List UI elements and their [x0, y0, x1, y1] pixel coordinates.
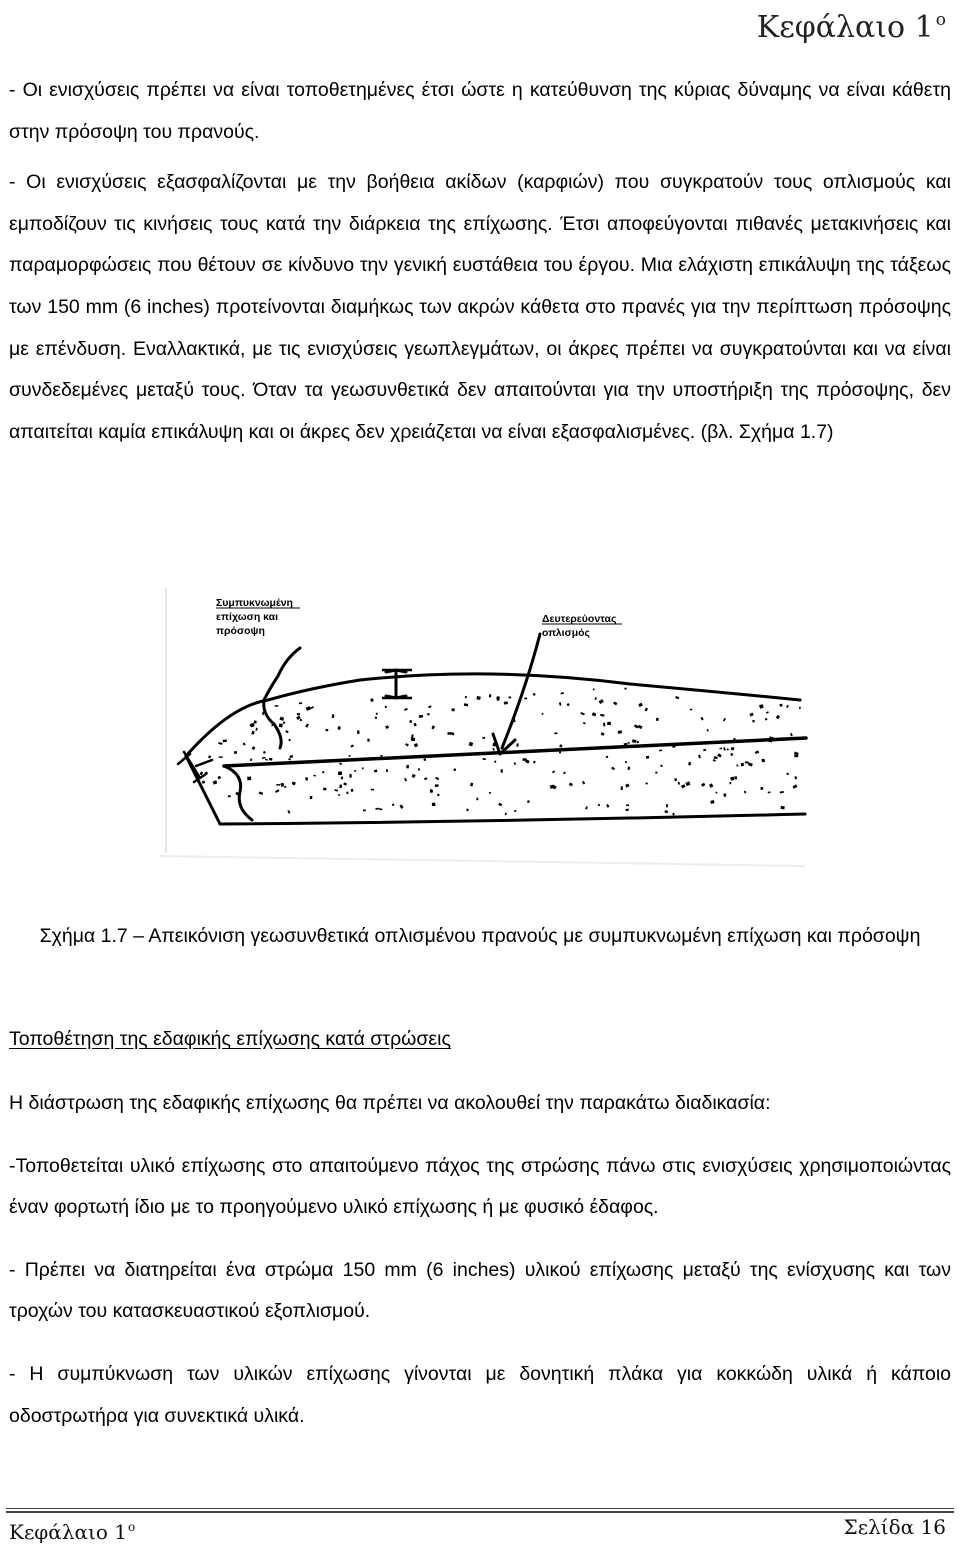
soil-speckle	[285, 730, 288, 733]
soil-speckle	[437, 794, 439, 796]
soil-speckle	[279, 723, 283, 727]
soil-speckle	[595, 697, 597, 700]
secondary-reinforcement-pointer	[502, 634, 540, 748]
soil-speckle	[514, 762, 516, 765]
soil-speckle	[768, 791, 771, 793]
soil-speckle	[470, 783, 473, 787]
soil-speckle	[501, 769, 503, 772]
soil-speckle	[350, 744, 354, 747]
soil-speckle	[379, 808, 382, 810]
soil-speckle	[325, 729, 328, 731]
soil-speckle	[776, 715, 780, 719]
soil-speckle	[218, 742, 222, 745]
soil-speckle	[339, 763, 342, 765]
soil-speckle	[280, 783, 284, 787]
soil-speckle	[349, 755, 351, 757]
soil-speckle	[719, 747, 722, 749]
soil-speckle	[666, 804, 668, 807]
header-chapter-superscript: ο	[935, 10, 946, 30]
soil-speckle	[659, 749, 662, 752]
soil-speckle	[603, 723, 605, 727]
soil-speckle	[761, 759, 765, 763]
soil-speckle	[567, 703, 570, 706]
soil-speckle	[713, 759, 716, 762]
soil-speckle	[376, 713, 378, 715]
figure-reinforced-slope	[160, 588, 810, 880]
soil-speckle	[385, 706, 387, 708]
soil-speckle	[703, 749, 706, 752]
soil-speckle	[606, 804, 609, 808]
soil-speckle	[701, 783, 705, 787]
soil-speckle	[626, 804, 629, 806]
soil-speckle	[625, 784, 629, 788]
soil-speckle	[374, 769, 377, 772]
paragraph-fill-clearance: - Πρέπει να διατηρείται ένα στρώμα 150 mm (6 inches) υλικού επίχωσης μεταξύ της ενίσχυσης και των τροχών του κατασκευαστικού εξοπλισμού.	[9, 1258, 951, 1323]
soil-speckle	[386, 769, 388, 772]
soil-speckle	[338, 726, 341, 730]
soil-speckle	[625, 809, 629, 812]
soil-speckle	[489, 694, 491, 697]
soil-speckle	[375, 808, 379, 810]
soil-speckle	[755, 750, 759, 754]
soil-speckle	[280, 717, 285, 721]
soil-speckle	[600, 714, 604, 717]
label-compacted-line3: πρόσοψη	[216, 625, 265, 637]
soil-speckle	[717, 753, 722, 757]
label-compacted-line1: Συμπυκνωμένη	[216, 597, 293, 609]
soil-speckle	[613, 702, 617, 706]
soil-speckle	[228, 795, 231, 797]
soil-speckle	[251, 731, 254, 735]
soil-speckle	[453, 768, 456, 771]
soil-speckle	[524, 698, 527, 700]
scan-edge-bottom	[160, 856, 805, 866]
soil-speckle	[492, 743, 496, 747]
soil-speckle	[731, 747, 735, 751]
soil-speckle	[346, 792, 348, 794]
soil-speckle	[343, 782, 347, 785]
soil-speckle	[681, 784, 686, 788]
soil-speckle	[723, 747, 725, 750]
soil-speckle	[533, 761, 536, 764]
soil-speckle	[288, 758, 291, 761]
soil-speckle	[305, 777, 308, 781]
soil-speckle	[749, 713, 753, 717]
soil-speckle	[362, 767, 364, 769]
soil-speckle	[404, 778, 407, 782]
soil-speckle	[412, 774, 416, 778]
soil-speckle	[354, 770, 356, 772]
soil-speckle	[745, 761, 749, 763]
soil-speckle	[514, 810, 517, 812]
soil-speckle	[737, 765, 739, 767]
soil-speckle	[247, 777, 251, 781]
soil-speckle	[741, 763, 744, 767]
footer-chapter-title: Κεφάλαιο 1	[9, 1520, 127, 1544]
label-secondary-line1: Δευτερεύοντας	[542, 613, 617, 625]
soil-speckle	[292, 781, 296, 785]
compacted-fill-leader	[264, 648, 300, 748]
slope-face	[186, 756, 220, 824]
soil-speckle	[634, 724, 639, 728]
soil-speckle	[414, 743, 418, 747]
soil-speckle	[632, 739, 636, 743]
soil-speckle	[252, 746, 256, 750]
soil-speckle	[275, 705, 279, 707]
soil-speckle	[223, 739, 227, 742]
soil-speckle	[773, 739, 776, 742]
soil-speckle	[452, 708, 455, 711]
soil-speckle	[554, 732, 557, 734]
soil-speckle	[559, 744, 562, 747]
footer-rule	[6, 1508, 954, 1513]
soil-speckle	[786, 773, 789, 776]
soil-speckle	[411, 738, 415, 742]
soil-speckle	[263, 751, 266, 754]
soil-speckle	[724, 794, 727, 797]
soil-speckle	[357, 730, 360, 734]
soil-speckle	[734, 776, 737, 779]
soil-speckle	[559, 751, 561, 753]
soil-speckle	[299, 702, 302, 704]
soil-speckle	[781, 806, 785, 809]
soil-speckle	[297, 713, 300, 715]
soil-speckle	[563, 772, 565, 775]
paragraph-reinforcement-orientation: - Οι ενισχύσεις πρέπει να είναι τοποθετημένες έτσι ώστε η κατεύθυνση της κύριας δύναμης να είναι κάθετη στην πρόσοψη του πρανούς.	[9, 79, 951, 143]
soil-speckle	[701, 717, 704, 721]
paragraph-fill-placement: -Τοποθετείται υλικό επίχωσης στο απαιτούμενο πάχος της στρώσης πάνω στις ενισχύσεις χρησιμοποιώντας έναν φορτωτή ίδιο με το προηγούμενο υλικό επίχωσης ή με φυσικό έδαφος.	[9, 1154, 951, 1219]
soil-speckle	[744, 791, 747, 794]
soil-speckle	[780, 791, 784, 794]
soil-speckle	[760, 787, 763, 790]
soil-speckle	[678, 782, 681, 785]
soil-speckle	[482, 758, 486, 760]
primary-reinforcement	[224, 738, 806, 766]
soil-speckle	[664, 810, 668, 813]
soil-speckle	[727, 748, 729, 750]
soil-speckle	[569, 783, 573, 787]
label-compacted-line2: επίχωση και	[216, 611, 279, 623]
soil-speckle	[585, 806, 588, 809]
soil-speckle	[759, 704, 764, 709]
soil-speckle	[406, 765, 409, 768]
soil-speckle	[262, 757, 266, 759]
paragraph-compaction: - Η συμπύκνωση των υλικών επίχωσης γίνονται με δονητική πλάκα για κοκκώδη υλικά ή κάποιο οδοστρωτήρα για συνεκτικά υλικά.	[9, 1362, 951, 1427]
toe-dimension-marker	[178, 752, 206, 782]
soil-speckle	[489, 792, 491, 794]
soil-speckle	[323, 788, 326, 791]
soil-speckle	[283, 721, 286, 724]
soil-speckle	[752, 720, 754, 723]
soil-speckle	[599, 699, 604, 704]
soil-speckle	[690, 709, 693, 711]
soil-speckle	[300, 719, 302, 721]
soil-speckle	[592, 712, 597, 716]
header-chapter-title: Κεφάλαιο 1	[756, 10, 934, 45]
soil-speckle	[709, 783, 713, 787]
soil-speckle	[423, 758, 426, 761]
soil-speckle	[413, 723, 416, 727]
footer-page-number: Σελίδα 16	[843, 1515, 946, 1539]
soil-speckle	[504, 701, 508, 704]
soil-speckle	[349, 774, 351, 778]
soil-speckle	[508, 696, 511, 698]
soil-speckle	[731, 753, 733, 756]
soil-speckle	[418, 768, 420, 771]
soil-speckle	[618, 730, 623, 734]
soil-speckle	[580, 712, 585, 715]
soil-speckle	[698, 755, 701, 759]
slope-base	[220, 814, 805, 824]
soil-speckle	[527, 800, 530, 803]
soil-speckle	[799, 707, 801, 709]
soil-speckle	[766, 711, 769, 713]
footer-chapter-superscript: ο	[127, 1520, 136, 1534]
soil-speckle	[496, 696, 500, 700]
soil-speckle	[405, 743, 409, 746]
soil-speckle	[370, 698, 373, 701]
section-body	[9, 1083, 951, 1437]
body-text	[9, 70, 951, 453]
soil-speckle	[794, 776, 797, 779]
soil-speckle	[313, 775, 316, 777]
soil-speckle	[765, 718, 768, 721]
soil-speckle	[234, 751, 237, 754]
slope-diagram	[160, 588, 810, 880]
soil-speckle	[255, 728, 258, 731]
figure-caption: Σχήμα 1.7 – Απεικόνιση γεωσυνθετικά οπλισμένου πρανούς με συμπυκνωμένη επίχωση και πρόσοψη	[39, 925, 921, 947]
soil-speckle	[371, 789, 374, 791]
soil-speckle	[275, 789, 279, 793]
soil-speckle	[492, 748, 495, 751]
soil-speckle	[482, 737, 485, 739]
soil-speckle	[400, 805, 404, 809]
soil-speckle	[363, 809, 366, 811]
soil-speckle	[447, 732, 451, 734]
soil-speckle	[380, 755, 383, 757]
soil-speckle	[505, 813, 507, 816]
soil-speckle	[404, 708, 408, 711]
paragraph-procedure-intro: Η διάστρωση της εδαφικής επίχωσης θα πρέπει να ακολουθεί την παρακάτω διαδικασία:	[9, 1092, 771, 1114]
soil-speckle	[310, 796, 312, 799]
soil-speckle	[559, 702, 562, 706]
section-heading: Τοποθέτηση της εδαφικής επίχωσης κατά στρώσεις	[9, 1028, 451, 1050]
soil-speckle	[465, 696, 467, 699]
soil-speckle	[786, 705, 789, 708]
soil-speckle	[284, 786, 287, 788]
label-secondary-line2: οπλισμός	[542, 627, 591, 639]
soil-speckle	[645, 708, 648, 712]
soil-speckle	[655, 772, 657, 774]
soil-speckle	[476, 696, 481, 700]
soil-speckle	[341, 777, 343, 780]
soil-speckle	[624, 688, 626, 690]
soil-speckle	[208, 755, 211, 758]
soil-speckle	[392, 803, 395, 806]
soil-speckle	[250, 758, 252, 761]
soil-speckle	[427, 713, 430, 716]
soil-speckle	[289, 755, 293, 758]
soil-speckle	[533, 693, 536, 696]
soil-speckle	[469, 742, 474, 747]
soil-speckle	[582, 781, 585, 785]
soil-speckle	[419, 715, 423, 718]
soil-speckle	[411, 734, 413, 738]
soil-speckle	[583, 722, 586, 724]
soil-speckle	[464, 703, 468, 706]
soil-speckle	[243, 743, 246, 746]
soil-speckle	[552, 770, 555, 773]
soil-speckle	[466, 809, 468, 811]
soil-speckle	[259, 792, 264, 795]
soil-speckle	[593, 688, 595, 690]
soil-speckle	[217, 776, 221, 780]
soil-speckle	[424, 777, 427, 780]
soil-speckle	[656, 718, 659, 721]
soil-speckle	[673, 813, 675, 816]
soil-speckle	[707, 729, 709, 732]
soil-speckle	[375, 717, 377, 719]
soil-speckle	[351, 789, 353, 792]
soil-speckle	[674, 778, 677, 781]
soil-speckle	[213, 780, 218, 784]
soil-speckle	[730, 777, 734, 781]
soil-speckle	[636, 741, 639, 744]
soil-speckle	[607, 722, 611, 725]
soil-speckle	[385, 725, 389, 728]
soil-speckle	[660, 765, 662, 767]
soil-speckle	[310, 706, 314, 709]
soil-speckle	[606, 756, 608, 758]
soil-speckle	[476, 798, 478, 801]
soil-speckle	[435, 784, 439, 787]
soil-speckle	[332, 714, 335, 718]
soil-speckle	[428, 705, 432, 708]
soil-speckle	[334, 789, 338, 792]
soil-speckle	[431, 725, 435, 729]
soil-speckle	[715, 792, 717, 794]
soil-speckle	[265, 759, 268, 761]
soil-speckle	[645, 783, 647, 785]
soil-speckle	[262, 712, 265, 716]
page-header	[757, 0, 946, 48]
soil-speckle	[494, 761, 496, 763]
soil-speckle	[288, 739, 291, 742]
soil-speckle	[498, 803, 502, 807]
soil-speckle	[779, 704, 782, 707]
soil-speckle	[338, 794, 340, 796]
soil-speckle	[269, 758, 273, 761]
soil-speckle	[598, 804, 600, 806]
soil-speckle	[339, 785, 342, 789]
soil-speckle	[627, 742, 630, 744]
soil-speckle	[516, 743, 518, 747]
soil-speckle	[723, 718, 726, 722]
soil-speckle	[409, 720, 412, 723]
soil-speckle	[435, 777, 439, 780]
soil-speckle	[305, 724, 309, 728]
soil-speckle	[541, 713, 543, 715]
soil-speckle	[561, 692, 565, 694]
soil-speckle	[646, 756, 649, 759]
soil-speckle	[338, 771, 342, 775]
soil-speckle	[276, 784, 280, 786]
soil-speckle	[367, 739, 369, 742]
soil-speckle	[601, 732, 605, 735]
soil-speckle	[675, 696, 679, 699]
layer-thickness-marker	[386, 670, 406, 698]
soil-speckle	[306, 706, 311, 711]
paragraph-reinforcement-anchoring: - Οι ενισχύσεις εξασφαλίζονται με την βοήθεια ακίδων (καρφιών) που συγκρατούν τους οπλισμούς και εμποδίζουν τις κινήσεις τους κατά την διάρκεια της επίχωσης. Έτσι αποφεύγονται πιθανές μετακινήσεις και παραμορφώσεις που θέτουν σε κίνδυνο την γενική ευστάθεια του έργου. Μια ελάχιστη επικάλυψη της τάξεως των 150 mm (6 inches) προτείνονται διαμήκως των ακρών κάθετα στο πρανές για την περίπτωση πρόσοψης με επένδυση. Εναλλακτικά, με τις ενισχύσεις γεωπλεγμάτων, οι άκρες πρέπει να συγκρατούνται και να είναι συνδεδεμένες μεταξύ τους. Όταν τα γεωσυνθετικά δεν απαιτούνται για την υποστήριξη της πρόσοψης, δεν απαιτείται καμία επικάλυψη και οι άκρες δεν χρειάζεται να είναι εξασφαλισμένες. (βλ. Σχήμα 1.7)	[9, 171, 951, 443]
soil-speckle	[625, 761, 627, 763]
soil-speckle	[254, 720, 257, 723]
toe-dimension-pointer	[196, 760, 212, 766]
soil-speckle	[627, 767, 630, 770]
soil-speckle	[688, 762, 691, 766]
soil-speckle	[710, 800, 714, 804]
soil-speckle	[432, 803, 436, 807]
soil-speckle	[202, 780, 205, 783]
soil-speckle	[611, 767, 615, 771]
soil-speckle	[714, 756, 718, 759]
soil-speckle	[685, 781, 690, 786]
soil-speckle	[322, 771, 324, 773]
soil-speckle	[287, 810, 290, 814]
soil-speckle	[219, 756, 223, 758]
soil-speckle	[638, 703, 642, 707]
soil-speckle	[790, 733, 792, 736]
soil-speckle	[793, 784, 798, 788]
soil-speckle	[620, 786, 623, 790]
soil-speckle	[730, 782, 732, 784]
